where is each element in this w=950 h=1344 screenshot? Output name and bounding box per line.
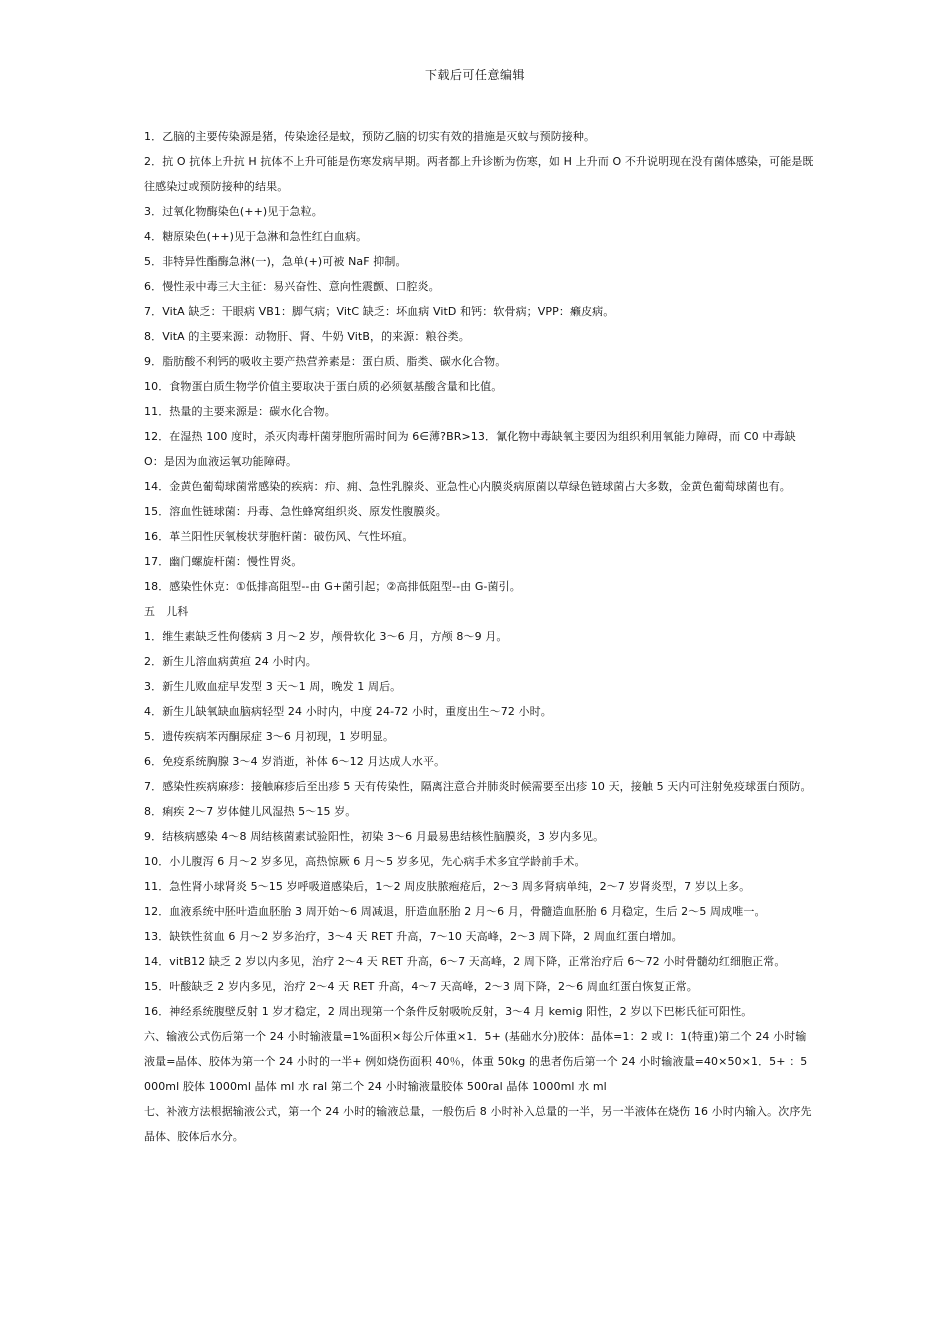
section-heading: 五 儿科 <box>144 605 189 618</box>
paragraph: 16．神经系统腹壁反射 1 岁才稳定，2 周出现第一个条件反射吸吮反射，3～4 月 kemig 阳性，2 岁以下巴彬氏征可阳性。 <box>144 1005 753 1018</box>
paragraph: 13．缺铁性贫血 6 月～2 岁多治疗，3～4 天 RET 升高，7～10 天高峰，2～3 周下降，2 周血红蛋白增加。 <box>144 930 683 943</box>
paragraph: 11．热量的主要来源是：碳水化合物。 <box>144 405 336 418</box>
paragraph: 10．小儿腹泻 6 月～2 岁多见，高热惊厥 6 月～5 岁多见，先心病手术多宜学龄前手术。 <box>144 855 586 868</box>
paragraph: 11．急性肾小球肾炎 5～15 岁呼吸道感染后，1～2 周皮肤脓疱疮后，2～3 周多肾病单纯，2～7 岁肾炎型，7 岁以上多。 <box>144 880 751 893</box>
paragraph: 4．糖原染色(++)见于急淋和急性红白血病。 <box>144 230 368 243</box>
paragraph: 2．新生儿溶血病黄疸 24 小时内。 <box>144 655 317 668</box>
paragraph: 3．新生儿败血症早发型 3 天～1 周，晚发 1 周后。 <box>144 680 402 693</box>
paragraph: 17．幽门螺旋杆菌：慢性胃炎。 <box>144 555 303 568</box>
paragraph: 六、输液公式伤后第一个 24 小时输液量=1%面积×每公斤体重×1．5+ (基础水分)胶体：晶体=1：2 或 l：1(特重)第二个 24 小时输液量=晶体、胶体为第一个 24 小时的一半+ 例如烧伤面积 40％，体重 50kg 的患者伤后第一个 24 小时输液量=40×50×1．5+ ：5000ml 胶体 1000ml 晶体 ml 水 ral 第二个 24 小时输液量胶体 500ral 晶体 1000ml 水 ml <box>144 1030 808 1093</box>
paragraph: 14．金黄色葡萄球菌常感染的疾病：疖、痈、急性乳腺炎、亚急性心内膜炎病原菌以草绿色链球菌占大多数，金黄色葡萄球菌也有。 <box>144 480 791 493</box>
paragraph: 七、补液方法根据输液公式，第一个 24 小时的输液总量，一般伤后 8 小时补入总量的一半，另一半液体在烧伤 16 小时内输入。次序先晶体、胶体后水分。 <box>144 1105 812 1143</box>
paragraph: 7．感染性疾病麻疹：接触麻疹后至出疹 5 天有传染性，隔离注意合并肺炎时候需要至出疹 10 天，接触 5 天内可注射免疫球蛋白预防。 <box>144 780 812 793</box>
paragraph: 1．维生素缺乏性佝偻病 3 月～2 岁，颅骨软化 3～6 月，方颅 8～9 月。 <box>144 630 508 643</box>
paragraph: 6．慢性汞中毒三大主征：易兴奋性、意向性震颤、口腔炎。 <box>144 280 440 293</box>
paragraph: 6．免疫系统胸腺 3～4 岁消逝，补体 6～12 月达成人水平。 <box>144 755 446 768</box>
paragraph: 14．vitB12 缺乏 2 岁以内多见，治疗 2～4 天 RET 升高，6～7 天高峰，2 周下降，正常治疗后 6～72 小时骨髓幼红细胞正常。 <box>144 955 786 968</box>
paragraph: 5．遗传疾病苯丙酮尿症 3～6 月初现，1 岁明显。 <box>144 730 395 743</box>
paragraph: 9．结核病感染 4～8 周结核菌素试验阳性，初染 3～6 月最易患结核性脑膜炎，3 岁内多见。 <box>144 830 605 843</box>
paragraph: 4．新生儿缺氧缺血脑病轻型 24 小时内，中度 24-72 小时，重度出生～72 小时。 <box>144 705 552 718</box>
paragraph: 8．痢疾 2～7 岁体健儿风湿热 5～15 岁。 <box>144 805 357 818</box>
paragraph: 12．在湿热 100 度时，杀灭肉毒杆菌芽胞所需时间为 6∈薄?BR>13．氰化物中毒缺氧主要因为组织利用氧能力障碍，而 C0 中毒缺 O：是因为血液运氧功能障碍。 <box>144 430 796 468</box>
paragraph: 15．叶酸缺乏 2 岁内多见，治疗 2～4 天 RET 升高，4～7 天高峰，2～3 周下降，2～6 周血红蛋白恢复正常。 <box>144 980 698 993</box>
paragraph: 3．过氧化物酶染色(++)见于急粒。 <box>144 205 323 218</box>
paragraph: 5．非特异性酯酶急淋(一)，急单(+)可被 NaF 抑制。 <box>144 255 407 268</box>
paragraph: 7．VitA 缺乏：干眼病 VB1：脚气病；VitC 缺乏：坏血病 VitD 和钙：软骨病；VPP：癞皮病。 <box>144 305 615 318</box>
paragraph: 1．乙脑的主要传染源是猪，传染途径是蚊，预防乙脑的切实有效的措施是灭蚊与预防接种。 <box>144 130 596 143</box>
header-title: 下载后可任意编辑 <box>424 68 525 82</box>
paragraph: 12．血液系统中胚叶造血胚胎 3 周开始～6 周减退，肝造血胚胎 2 月～6 月，骨髓造血胚胎 6 月稳定，生后 2～5 周成唯一。 <box>144 905 766 918</box>
paragraph: 15．溶血性链球菌：丹毒、急性蜂窝组织炎、原发性腹膜炎。 <box>144 505 447 518</box>
page-header <box>0 66 950 84</box>
document-body <box>144 124 814 1149</box>
paragraph: 2．抗 O 抗体上升抗 H 抗体不上升可能是伤寒发病早期。两者都上升诊断为伤寒，如 H 上升而 O 不升说明现在没有菌体感染，可能是既往感染过或预防接种的结果。 <box>144 155 814 193</box>
paragraph: 9．脂肪酸不利钙的吸收主要产热营养素是：蛋白质、脂类、碳水化合物。 <box>144 355 507 368</box>
paragraph: 10．食物蛋白质生物学价值主要取决于蛋白质的必须氨基酸含量和比值。 <box>144 380 503 393</box>
paragraph: 18．感染性休克：①低排高阻型--由 G+菌引起；②高排低阻型--由 G-菌引。 <box>144 580 521 593</box>
paragraph: 16．革兰阳性厌氧梭状芽胞杆菌：破伤风、气性坏疽。 <box>144 530 414 543</box>
paragraph: 8．VitA 的主要来源：动物肝、肾、牛奶 VitB，的来源：粮谷类。 <box>144 330 470 343</box>
